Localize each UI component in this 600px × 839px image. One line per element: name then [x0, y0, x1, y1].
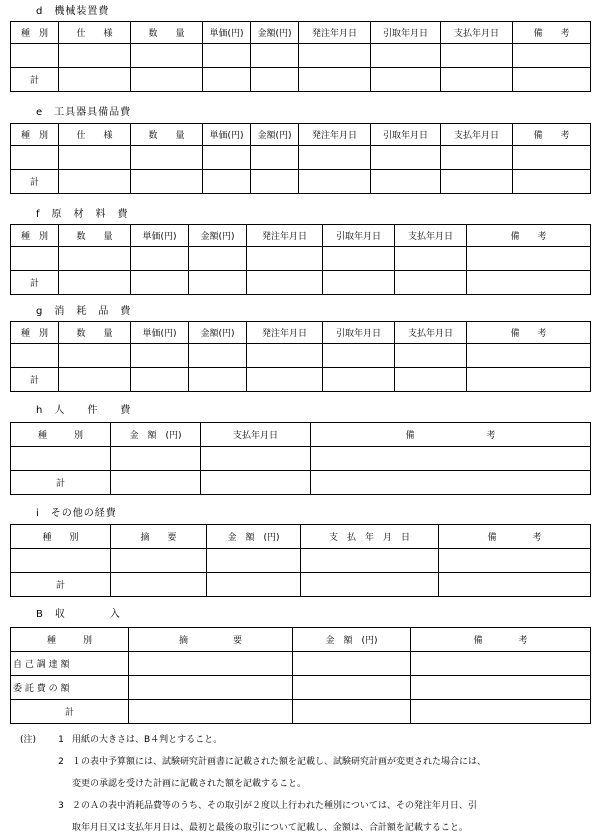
total-row — [11, 700, 591, 724]
header-unit-price: 単価(円) — [131, 322, 189, 344]
header-unit-price: 単価(円) — [131, 225, 189, 247]
notes — [20, 729, 595, 839]
raw-materials-table — [10, 224, 591, 295]
header-remarks: 備 考 — [439, 525, 591, 549]
header-order-date: 発注年月日 — [247, 322, 323, 344]
tools-equipment-table — [10, 123, 591, 194]
header-amount: 金額(円) — [189, 322, 247, 344]
header-remarks: 備 考 — [513, 124, 591, 146]
row-label-self-funding: 自 己 調 達 額 — [11, 652, 129, 676]
header-receipt-date: 引取年月日 — [371, 124, 441, 146]
section-title-income: B 収 入 — [36, 609, 121, 620]
header-amount: 金 額 (円) — [293, 628, 411, 652]
section-title-personnel: h 人 件 費 — [36, 405, 132, 416]
table-row — [11, 44, 591, 68]
total-row — [11, 368, 591, 392]
personnel-cost-table — [10, 422, 591, 495]
total-label: 計 — [11, 271, 59, 295]
header-quantity: 数 量 — [59, 322, 131, 344]
notes-mark: (注) — [20, 735, 37, 745]
section-title-machinery: d 機械装置費 — [36, 6, 110, 17]
header-amount: 金額(円) — [189, 225, 247, 247]
note-number — [50, 773, 72, 795]
header-amount: 金額(円) — [251, 22, 299, 44]
header-order-date: 発注年月日 — [247, 225, 323, 247]
header-remarks: 備 考 — [467, 225, 591, 247]
total-row — [11, 170, 591, 194]
header-amount: 金 額 (円) — [207, 525, 301, 549]
table-row — [11, 447, 591, 471]
header-type: 種 別 — [11, 322, 59, 344]
note-number — [50, 817, 72, 839]
note-number: 2 — [58, 757, 64, 767]
total-row — [11, 271, 591, 295]
section-title-tools: e 工具器具備品費 — [36, 107, 132, 118]
header-summary: 摘 要 — [129, 628, 293, 652]
header-type: 種 別 — [11, 124, 59, 146]
table-row — [11, 247, 591, 271]
header-summary: 摘 要 — [111, 525, 207, 549]
note-text: 用紙の大きさは、B４判とすること。 — [72, 735, 223, 745]
header-remarks: 備 考 — [513, 22, 591, 44]
header-remarks: 備 考 — [311, 423, 591, 447]
header-payment-date: 支払年月日 — [395, 225, 467, 247]
header-unit-price: 単価(円) — [203, 22, 251, 44]
total-label: 計 — [11, 368, 59, 392]
header-spec: 仕 様 — [59, 124, 131, 146]
section-title-other-expenses: i その他の経費 — [36, 508, 117, 519]
section-title-raw-materials: f 原 材 料 費 — [36, 209, 129, 220]
header-type: 種 別 — [11, 225, 59, 247]
header-receipt-date: 引取年月日 — [323, 225, 395, 247]
header-order-date: 発注年月日 — [299, 22, 371, 44]
row-label-consignment-fee: 委 託 費 の 額 — [11, 676, 129, 700]
note-text: １の表中予算額には、試験研究計画書に記載された額を記載し、試験研究計画が変更された場合には、 — [72, 757, 487, 767]
total-label: 計 — [11, 68, 59, 92]
table-row — [11, 676, 591, 700]
total-label: 計 — [11, 573, 111, 597]
total-label: 計 — [11, 471, 111, 495]
header-payment-date: 支 払 年 月 日 — [301, 525, 439, 549]
header-receipt-date: 引取年月日 — [323, 322, 395, 344]
total-row — [11, 573, 591, 597]
header-receipt-date: 引取年月日 — [371, 22, 441, 44]
header-quantity: 数 量 — [59, 225, 131, 247]
note-number: 1 — [58, 735, 64, 745]
note-number: 3 — [58, 801, 64, 811]
income-table — [10, 627, 591, 724]
table-row — [11, 652, 591, 676]
table-row — [11, 549, 591, 573]
header-order-date: 発注年月日 — [299, 124, 371, 146]
header-amount: 金額(円) — [251, 124, 299, 146]
total-label: 計 — [11, 700, 129, 724]
header-type: 種 別 — [11, 22, 59, 44]
table-row — [11, 344, 591, 368]
consumables-table — [10, 321, 591, 392]
total-row — [11, 68, 591, 92]
table-row — [11, 146, 591, 170]
note-text: 変更の承認を受けた計画に記載された額を記載すること。 — [72, 779, 307, 789]
note-text: 取年月日又は支払年月日は、最初と最後の取引について記載し、金額は、合計額を記載すること。 — [72, 823, 468, 833]
header-unit-price: 単価(円) — [203, 124, 251, 146]
header-payment-date: 支払年月日 — [395, 322, 467, 344]
header-spec: 仕 様 — [59, 22, 131, 44]
header-remarks: 備 考 — [467, 322, 591, 344]
header-quantity: 数 量 — [131, 124, 203, 146]
header-payment-date: 支払年月日 — [441, 124, 513, 146]
machinery-cost-table — [10, 21, 591, 92]
header-remarks: 備 考 — [411, 628, 591, 652]
header-amount: 金 額 (円) — [111, 423, 201, 447]
header-payment-date: 支払年月日 — [441, 22, 513, 44]
other-expenses-table — [10, 524, 591, 597]
header-type: 種 別 — [11, 525, 111, 549]
header-quantity: 数 量 — [131, 22, 203, 44]
total-row — [11, 471, 591, 495]
section-title-consumables: g 消 耗 品 費 — [36, 306, 132, 317]
header-type: 種 別 — [11, 423, 111, 447]
note-text: ２のＡの表中消耗品費等のうち、その取引が２度以上行われた種別については、その発注年月日、引 — [72, 801, 477, 811]
total-label: 計 — [11, 170, 59, 194]
header-payment-date: 支払年月日 — [201, 423, 311, 447]
header-type: 種 別 — [11, 628, 129, 652]
